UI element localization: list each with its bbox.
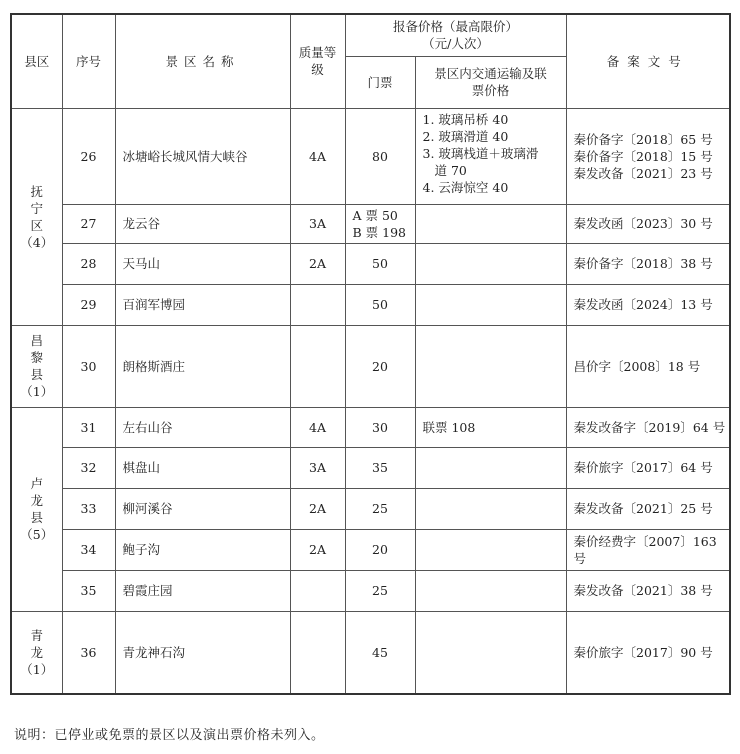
county-name: 抚宁区 — [30, 183, 43, 233]
grade-cell: 3A — [290, 447, 345, 488]
ticket-price-line: 45 — [372, 644, 388, 660]
county-group-cell — [11, 407, 62, 611]
county-group-cell — [11, 325, 62, 407]
county-name: 卢龙县 — [30, 476, 43, 525]
table-row — [11, 447, 730, 488]
header-seq: 序号 — [62, 14, 115, 108]
transport-price-cell — [415, 488, 566, 529]
grade-cell — [290, 611, 345, 694]
ticket-price-line: 25 — [372, 501, 388, 516]
table-row — [11, 204, 730, 243]
table-row — [11, 488, 730, 529]
scenic-name-cell: 柳河溪谷 — [115, 488, 290, 529]
scenic-name-cell: 天马山 — [115, 243, 290, 284]
header-row — [11, 14, 730, 56]
scenic-name-cell: 棋盘山 — [115, 447, 290, 488]
filing-number-line: 秦价备字〔2018〕15 号 — [573, 148, 713, 164]
transport-price-cell — [415, 204, 566, 243]
filing-number-cell — [566, 407, 730, 447]
filing-number-line: 秦发改函〔2023〕30 号 — [573, 216, 713, 231]
ticket-price-line: 20 — [372, 358, 388, 374]
seq-cell: 29 — [62, 284, 115, 325]
ticket-price-line: 50 — [372, 256, 388, 271]
county-count: （1） — [20, 384, 54, 399]
table-row — [11, 108, 730, 204]
transport-price-line: 1. 玻璃吊桥 40 — [422, 111, 509, 127]
transport-price-cell — [415, 529, 566, 570]
county-group-cell — [11, 108, 62, 325]
county-count: （4） — [20, 234, 54, 250]
transport-price-line: 道 70 — [434, 162, 467, 178]
header-price-group — [345, 14, 566, 56]
grade-cell: 2A — [290, 529, 345, 570]
filing-number-line: 秦发改备字〔2019〕64 号 — [573, 419, 726, 435]
filing-number-line: 秦价经费字〔2007〕163 号 — [573, 533, 717, 566]
ticket-price-line: 20 — [372, 542, 388, 557]
seq-cell: 33 — [62, 488, 115, 529]
transport-price-line: 4. 云海惊空 40 — [422, 179, 509, 195]
filing-number-line: 秦发改备〔2021〕25 号 — [573, 501, 713, 516]
header-grade: 质量等级 — [290, 14, 345, 108]
scenic-name-cell: 左右山谷 — [115, 407, 290, 447]
ticket-price-cell — [345, 325, 415, 407]
seq-cell: 32 — [62, 447, 115, 488]
filing-number-cell — [566, 529, 730, 570]
ticket-price-line: B 票 198 — [352, 224, 406, 240]
scenic-name-cell: 龙云谷 — [115, 204, 290, 243]
ticket-price-line: 30 — [372, 419, 388, 435]
ticket-price-line: 50 — [372, 297, 388, 312]
table-row — [11, 284, 730, 325]
filing-number-line: 昌价字〔2008〕18 号 — [573, 358, 701, 374]
filing-number-line: 秦价备字〔2018〕38 号 — [573, 256, 713, 271]
table-row — [11, 243, 730, 284]
filing-number-line: 秦发改备〔2021〕38 号 — [573, 583, 713, 598]
grade-cell: 2A — [290, 243, 345, 284]
county-count: （5） — [20, 527, 54, 542]
grade-cell: 3A — [290, 204, 345, 243]
ticket-price-line: A 票 50 — [352, 207, 398, 223]
ticket-price-line: 25 — [372, 583, 388, 598]
seq-cell: 35 — [62, 570, 115, 611]
transport-price-cell — [415, 284, 566, 325]
filing-number-cell — [566, 108, 730, 204]
scenic-name-cell: 鲍子沟 — [115, 529, 290, 570]
county-count: （1） — [20, 661, 54, 677]
ticket-price-cell — [345, 488, 415, 529]
county-group-cell — [11, 611, 62, 694]
filing-number-line: 秦发改备〔2021〕23 号 — [573, 165, 713, 181]
header-transport: 景区内交通运输及联票价格 — [415, 56, 566, 108]
table-row — [11, 325, 730, 407]
transport-price-line: 2. 玻璃滑道 40 — [422, 128, 509, 144]
filing-number-line: 秦发改函〔2024〕13 号 — [573, 297, 713, 312]
transport-price-line: 3. 玻璃栈道＋玻璃滑 — [422, 145, 539, 161]
scenic-name-cell: 百润军博园 — [115, 284, 290, 325]
grade-cell: 4A — [290, 407, 345, 447]
filing-number-cell — [566, 284, 730, 325]
transport-price-cell — [415, 108, 566, 204]
county-name: 昌黎县 — [30, 333, 43, 382]
filing-number-cell — [566, 488, 730, 529]
ticket-price-line: 35 — [372, 460, 388, 475]
seq-cell: 26 — [62, 108, 115, 204]
scenic-name-cell: 冰塘峪长城风情大峡谷 — [115, 108, 290, 204]
scenic-price-table — [10, 13, 731, 695]
grade-cell — [290, 284, 345, 325]
seq-cell: 36 — [62, 611, 115, 694]
ticket-price-cell — [345, 611, 415, 694]
scenic-name-cell: 朗格斯酒庄 — [115, 325, 290, 407]
filing-number-cell — [566, 570, 730, 611]
grade-cell: 4A — [290, 108, 345, 204]
transport-price-cell — [415, 611, 566, 694]
ticket-price-cell — [345, 447, 415, 488]
ticket-price-cell — [345, 407, 415, 447]
seq-cell: 34 — [62, 529, 115, 570]
table-row — [11, 407, 730, 447]
scenic-name-cell: 青龙神石沟 — [115, 611, 290, 694]
table-row — [11, 570, 730, 611]
ticket-price-cell — [345, 243, 415, 284]
ticket-price-cell — [345, 108, 415, 204]
ticket-price-cell — [345, 529, 415, 570]
table-row — [11, 529, 730, 570]
transport-price-cell — [415, 570, 566, 611]
ticket-price-cell — [345, 284, 415, 325]
seq-cell: 30 — [62, 325, 115, 407]
transport-price-line: 联票 108 — [422, 419, 476, 435]
filing-number-cell — [566, 325, 730, 407]
filing-number-line: 秦价备字〔2018〕65 号 — [573, 131, 713, 147]
grade-cell — [290, 325, 345, 407]
ticket-price-line: 80 — [372, 148, 388, 164]
seq-cell: 27 — [62, 204, 115, 243]
grade-cell: 2A — [290, 488, 345, 529]
filing-number-cell — [566, 611, 730, 694]
header-ticket: 门票 — [345, 56, 415, 108]
transport-price-cell — [415, 407, 566, 447]
seq-cell: 31 — [62, 407, 115, 447]
header-name: 景区名称 — [115, 14, 290, 108]
filing-number-line: 秦价旅字〔2017〕90 号 — [573, 644, 713, 660]
transport-price-cell — [415, 243, 566, 284]
footnote: 说明：已停业或免票的景区以及演出票价格未列入。 — [14, 728, 325, 743]
filing-number-line: 秦价旅字〔2017〕64 号 — [573, 460, 713, 475]
filing-number-cell — [566, 204, 730, 243]
seq-cell: 28 — [62, 243, 115, 284]
transport-price-cell — [415, 447, 566, 488]
ticket-price-cell — [345, 204, 415, 243]
header-price-title: 报备价格（最高限价） — [393, 19, 519, 35]
grade-cell — [290, 570, 345, 611]
table-row — [11, 611, 730, 694]
filing-number-cell — [566, 447, 730, 488]
scenic-name-cell: 碧霞庄园 — [115, 570, 290, 611]
county-name: 青龙 — [30, 627, 43, 660]
header-price-unit: （元/人次） — [422, 36, 489, 52]
header-filing: 备案文号 — [566, 14, 730, 108]
ticket-price-cell — [345, 570, 415, 611]
transport-price-cell — [415, 325, 566, 407]
header-county: 县区 — [11, 14, 62, 108]
filing-number-cell — [566, 243, 730, 284]
